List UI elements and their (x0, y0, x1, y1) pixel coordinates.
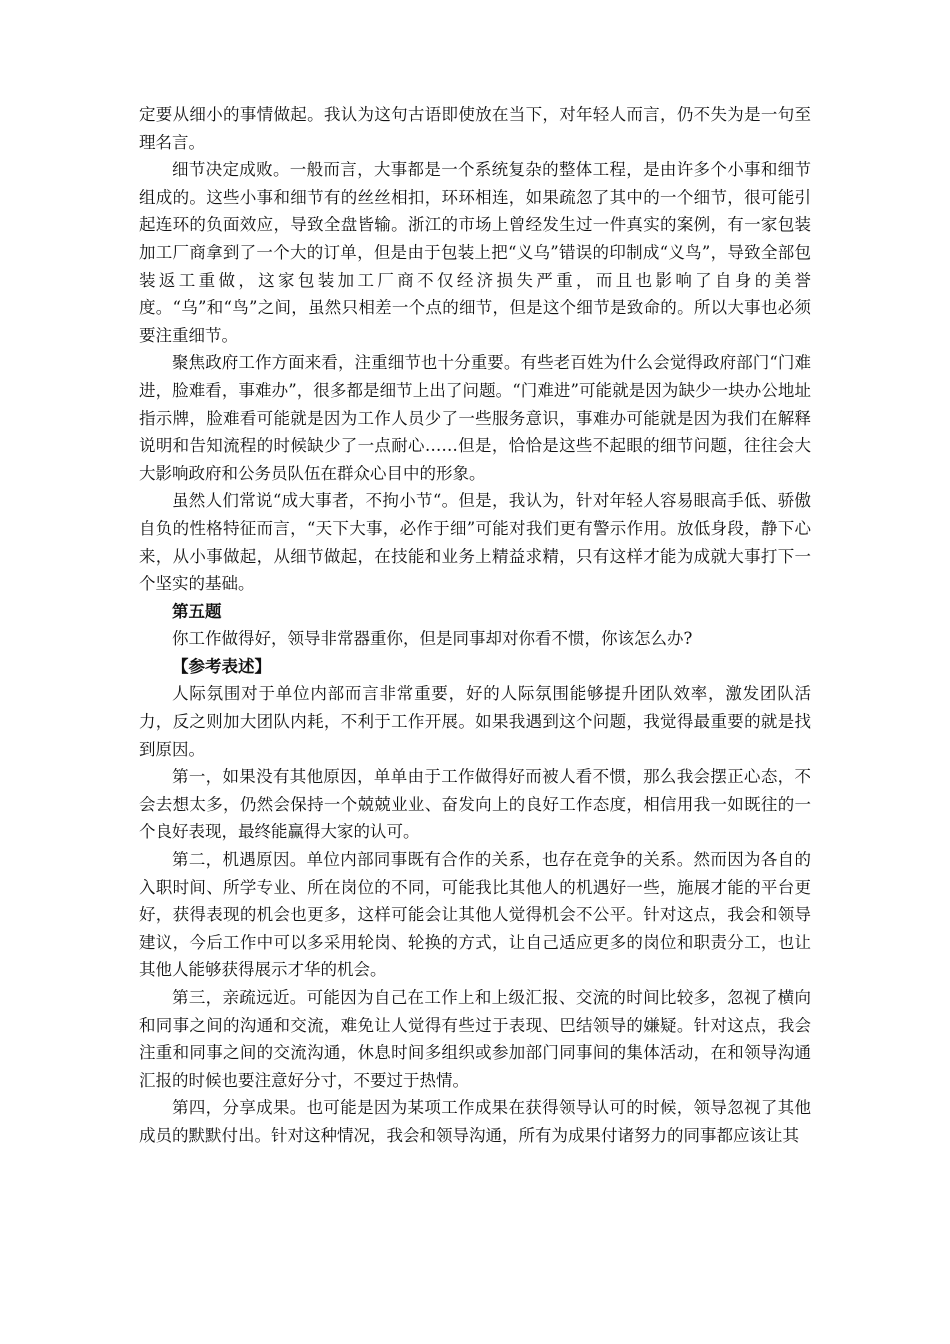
document-page (139, 101, 811, 1150)
paragraph: 细节决定成败。一般而言，大事都是一个系统复杂的整体工程，是由许多个小事和细节组成的。这些小事和细节有的丝丝相扣，环环相连，如果疏忽了其中的一个细节，很可能引起连环的负面效应，导致全盘皆输。浙江的市场上曾经发生过一件真实的案例，有一家包装加工厂商拿到了一个大的订单，但是由于包装上把“义乌”错误的印制成“义鸟”，导致全部包装返工重做，这家包装加工厂商不仅经济损失严重，而且也影响了自身的美誉度。“乌”和“鸟”之间，虽然只相差一个点的细节，但是这个细节是致命的。所以大事也必须要注重细节。 (139, 160, 811, 345)
paragraph: 第四，分享成果。也可能是因为某项工作成果在获得领导认可的时候，领导忽视了其他成员的默默付出。针对这种情况，我会和领导沟通，所有为成果付诸努力的同事都应该让其 (139, 1098, 811, 1145)
question-heading: 第五题 (172, 601, 222, 621)
paragraph: 第二，机遇原因。单位内部同事既有合作的关系，也存在竞争的关系。然而因为各自的入职时间、所学专业、所在岗位的不同，可能我比其他人的机遇好一些，施展才能的平台更好，获得表现的机会也更多，这样可能会让其他人觉得机会不公平。针对这点，我会和领导建议，今后工作中可以多采用轮岗、轮换的方式，让自己适应更多的岗位和职责分工，也让其他人能够获得展示才华的机会。 (139, 850, 811, 980)
question-text: 你工作做得好，领导非常器重你，但是同事却对你看不惯，你该怎么办? (172, 629, 693, 649)
paragraph: 定要从细小的事情做起。我认为这句古语即使放在当下，对年轻人而言，仍不失为是一句至理名言。 (139, 105, 811, 152)
paragraph: 第三，亲疏远近。可能因为自己在工作上和上级汇报、交流的时间比较多，忽视了横向和同事之间的沟通和交流，难免让人觉得有些过于表现、巴结领导的嫌疑。针对这点，我会注重和同事之间的交流沟通，休息时间多组织或参加部门同事间的集体活动，在和领导沟通汇报的时候也要注意好分寸，不要过于热情。 (139, 988, 811, 1090)
paragraph: 虽然人们常说“成大事者，不拘小节“。但是，我认为，针对年轻人容易眼高手低、骄傲自负的性格特征而言，“天下大事，必作于细”可能对我们更有警示作用。放低身段，静下心来，从小事做起，从细节做起，在技能和业务上精益求精，只有这样才能为成就大事打下一个坚实的基础。 (139, 491, 811, 594)
paragraph: 人际氛围对于单位内部而言非常重要，好的人际氛围能够提升团队效率，激发团队活力，反之则加大团队内耗，不利于工作开展。如果我遇到这个问题，我觉得最重要的就是找到原因。 (139, 684, 811, 759)
paragraph: 第一，如果没有其他原因，单单由于工作做得好而被人看不惯，那么我会摆正心态，不会去想太多，仍然会保持一个兢兢业业、奋发向上的良好工作态度，相信用我一如既往的一个良好表现，最终能赢得大家的认可。 (139, 767, 811, 842)
reference-heading: 【参考表述】 (172, 656, 271, 676)
paragraph: 聚焦政府工作方面来看，注重细节也十分重要。有些老百姓为什么会觉得政府部门“门难进，脸难看，事难办”，很多都是细节上出了问题。“门难进”可能就是因为缺少一块办公地址指示牌，脸难看可能就是因为工作人员少了一些服务意识，事难办可能就是因为我们在解释说明和告知流程的时候缺少了一点耐心……但是，恰恰是这些不起眼的细节问题，往往会大大影响政府和公务员队伍在群众心目中的形象。 (139, 353, 811, 483)
